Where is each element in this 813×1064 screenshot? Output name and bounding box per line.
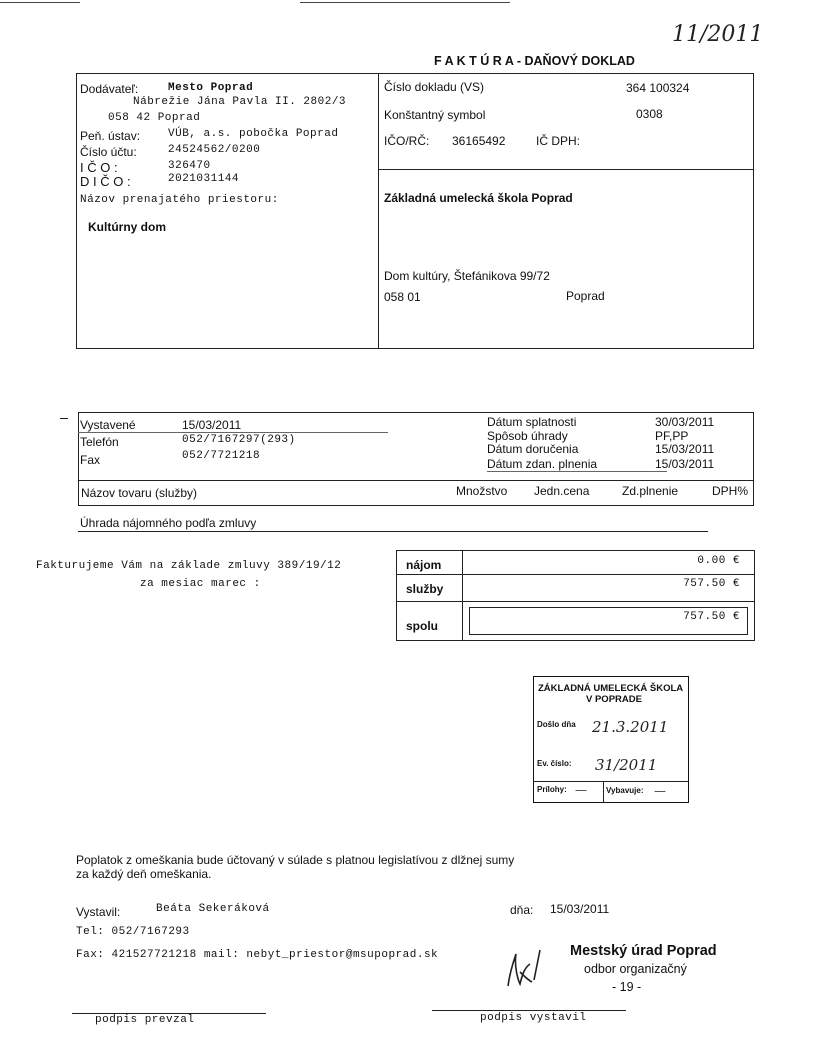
- amount-table-divider: [462, 550, 463, 641]
- dates-divider: [78, 480, 754, 481]
- col-quantity: Množstvo: [456, 484, 508, 498]
- supplier-street: Nábrežie Jána Pavla II. 2802/3: [133, 96, 347, 108]
- invoice-title: F A K T Ú R A - DAŇOVÝ DOKLAD: [434, 54, 635, 68]
- stamp-title-line1: ZÁKLADNÁ UMELECKÁ ŠKOLA: [538, 683, 684, 694]
- stamp-attachments-label: Prílohy:: [537, 785, 567, 794]
- issued-value: 15/03/2011: [182, 418, 242, 432]
- amount-label-total: spolu: [406, 619, 438, 633]
- stamp-attachments-value: —: [575, 783, 587, 797]
- stamp-received-label: Došlo dňa: [537, 720, 576, 729]
- amount-value-services: 757.50 €: [683, 578, 740, 590]
- office-stamp-line2: odbor organizačný: [584, 962, 687, 976]
- late-fee-line1: Poplatok z omeškania bude účtovaný v súlade s platnou legislatívou z dlžnej sumy: [76, 853, 515, 867]
- scan-edge-mark: [0, 2, 80, 3]
- ico-label: I Č O :: [80, 160, 118, 175]
- tax-date-label: Dátum zdan. plnenia: [487, 457, 598, 471]
- amount-value-rent: 0.00 €: [697, 555, 740, 567]
- office-stamp-line1: Mestský úrad Poprad: [570, 943, 717, 959]
- premises-label: Názov prenajatého priestoru:: [80, 194, 279, 206]
- ico-rc-label: IČO/RČ:: [384, 134, 430, 148]
- constant-symbol-value: 0308: [636, 107, 663, 121]
- phone-value: 052/7167297(293): [182, 434, 296, 446]
- signature-scribble: [500, 946, 550, 990]
- header-divider: [378, 73, 379, 349]
- supplier-label: Dodávateľ:: [80, 82, 139, 96]
- amount-row-divider: [396, 601, 755, 602]
- invoice-text-line1: Fakturujeme Vám na základe zmluvy 389/19/12: [36, 560, 342, 572]
- receiver-signature-label: podpis prevzal: [95, 1014, 195, 1026]
- amount-label-rent: nájom: [406, 558, 442, 572]
- issuer-signature-label: podpis vystavil: [480, 1012, 587, 1024]
- col-item-name: Názov tovaru (služby): [81, 486, 198, 500]
- stamp-reg-label: Ev. číslo:: [537, 759, 572, 768]
- tax-date-underline: [487, 471, 667, 472]
- account-value: 24524562/0200: [168, 144, 261, 156]
- delivery-label: Dátum doručenia: [487, 442, 579, 456]
- stamp-col-divider: [603, 781, 604, 803]
- col-vat-percent: DPH%: [712, 484, 749, 498]
- stamp-divider: [533, 781, 689, 782]
- amount-value-total: 757.50 €: [683, 611, 740, 623]
- issued-label: Vystavené: [80, 418, 136, 432]
- tel-line: Tel: 052/7167293: [76, 926, 190, 938]
- doc-number-value: 364 100324: [626, 81, 690, 95]
- stamp-title-line2: V POPRADE: [586, 694, 642, 705]
- col-unit-price: Jedn.cena: [534, 484, 590, 498]
- day-label: dňa:: [510, 903, 534, 917]
- bank-value: VÚB, a.s. pobočka Poprad: [168, 128, 339, 140]
- dic-label: D I Č O :: [80, 174, 131, 189]
- bank-label: Peň. ústav:: [80, 129, 141, 143]
- issued-underline: [78, 432, 388, 433]
- stamp-received-value: 21.3.2011: [592, 718, 669, 736]
- stamp-reg-value: 31/2011: [595, 756, 658, 774]
- fax-label: Fax: [80, 453, 101, 467]
- stamp-handles-value: —: [654, 784, 666, 798]
- late-fee-line2: za každý deň omeškania.: [76, 867, 212, 881]
- ic-dph-label: IČ DPH:: [536, 134, 581, 148]
- item-description: Úhrada nájomného podľa zmluvy: [80, 516, 257, 530]
- amount-row-divider: [396, 574, 755, 575]
- ico-value: 326470: [168, 160, 211, 172]
- customer-city: Poprad: [566, 289, 605, 303]
- premises-value: Kultúrny dom: [88, 220, 166, 234]
- supplier-name: Mesto Poprad: [168, 82, 254, 94]
- amount-label-services: služby: [406, 582, 444, 596]
- col-tax-base: Zd.plnenie: [622, 484, 679, 498]
- doc-number-label: Číslo dokladu (VS): [384, 80, 485, 94]
- issued-by-value: Beáta Sekeráková: [156, 903, 270, 915]
- constant-symbol-label: Konštantný symbol: [384, 108, 486, 122]
- account-label: Číslo účtu:: [80, 145, 137, 159]
- stamp-handles-label: Vybavuje:: [606, 786, 644, 795]
- issuer-signature-line: [432, 1010, 626, 1011]
- ico-rc-value: 36165492: [452, 134, 506, 148]
- day-value: 15/03/2011: [550, 902, 610, 916]
- due-value: 30/03/2011: [655, 415, 715, 429]
- handwritten-invoice-number: 11/2011: [672, 22, 764, 47]
- delivery-value: 15/03/2011: [655, 442, 715, 456]
- item-underline: [78, 531, 708, 532]
- customer-divider: [378, 169, 754, 170]
- tax-date-value: 15/03/2011: [655, 457, 715, 471]
- customer-zip: 058 01: [384, 290, 421, 304]
- office-stamp-line3: - 19 -: [612, 980, 642, 994]
- fax-value: 052/7721218: [182, 450, 261, 462]
- customer-name: Základná umelecká škola Poprad: [384, 191, 573, 205]
- payment-label: Spôsob úhrady: [487, 429, 568, 443]
- customer-street: Dom kultúry, Štefánikova 99/72: [384, 269, 550, 283]
- dic-value: 2021031144: [168, 173, 240, 185]
- invoice-text-line2: za mesiac marec :: [140, 578, 261, 590]
- issued-by-label: Vystavil:: [76, 905, 121, 919]
- phone-label: Telefón: [80, 435, 119, 449]
- supplier-city: 058 42 Poprad: [108, 112, 201, 124]
- due-label: Dátum splatnosti: [487, 415, 577, 429]
- scan-edge-mark: [300, 2, 510, 3]
- fax-mail-line: Fax: 421527721218 mail: nebyt_priestor@msupoprad.sk: [76, 949, 439, 961]
- tick-mark: [60, 418, 68, 419]
- payment-value: PF,PP: [655, 429, 689, 443]
